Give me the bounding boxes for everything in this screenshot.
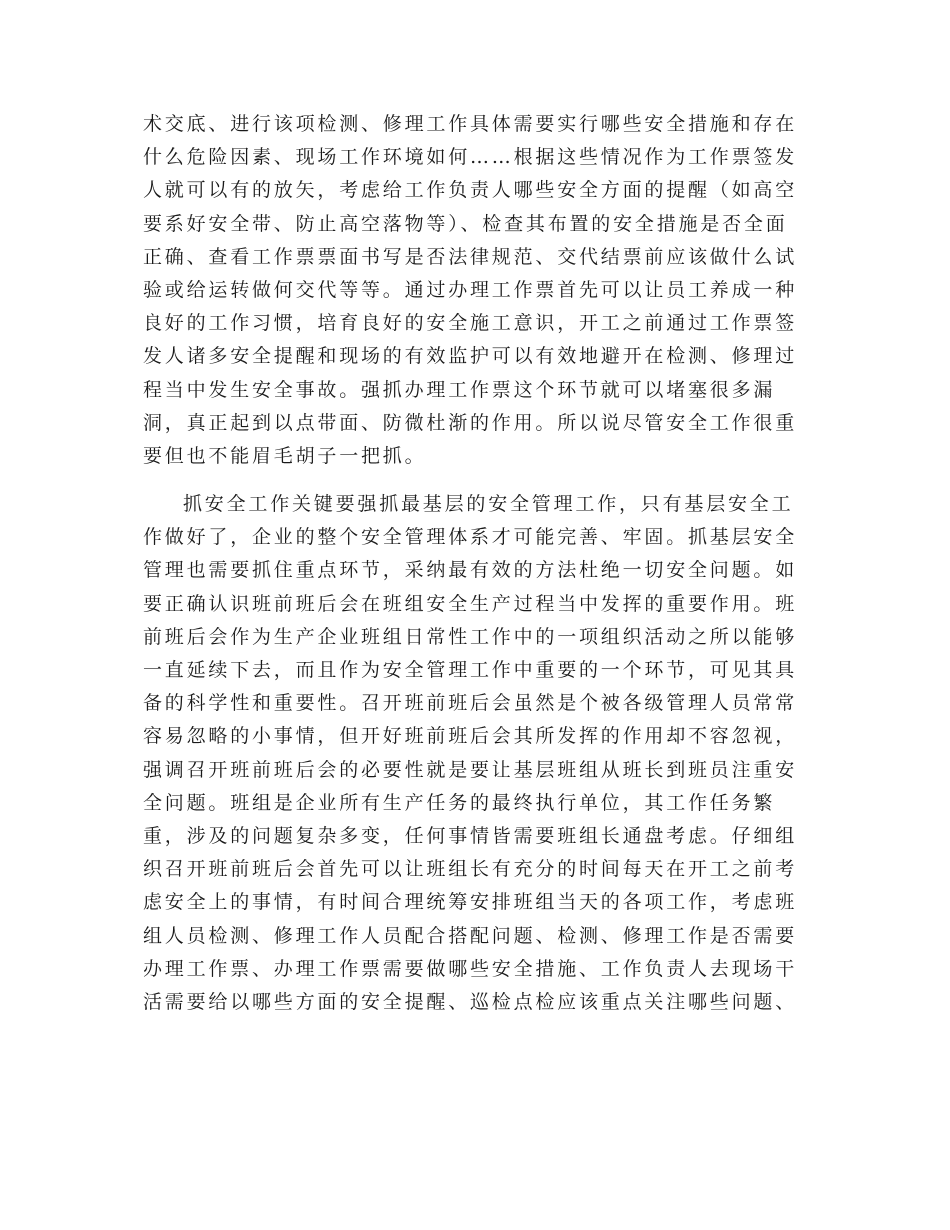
text-line: 验或给运转做何交代等等。通过办理工作票首先可以让员工养成一种	[143, 278, 798, 301]
text-line: 要但也不能眉毛胡子一把抓。	[143, 444, 427, 467]
text-line: 组人员检测、修理工作人员配合搭配问题、检测、修理工作是否需要	[143, 924, 798, 947]
text-line: 容易忽略的小事情，但开好班前班后会其所发挥的作用却不容忽视，	[143, 725, 798, 748]
text-line: 织召开班前班后会首先可以让班组长有充分的时间每天在开工之前考	[143, 858, 798, 881]
text-line: 发人诸多安全提醒和现场的有效监护可以有效地避开在检测、修理过	[143, 345, 798, 368]
paragraph-2	[143, 488, 803, 1019]
text-line: 一直延续下去，而且作为安全管理工作中重要的一个环节，可见其具	[143, 659, 798, 681]
text-line: 作做好了，企业的整个安全管理体系才可能完善、牢固。抓基层安全	[143, 526, 798, 549]
text-line: 要系好安全带、防止高空落物等）、检查其布置的安全措施是否全面	[143, 212, 788, 235]
text-line: 洞，真正起到以点带面、防微杜渐的作用。所以说尽管安全工作很重	[143, 411, 798, 434]
text-line: 程当中发生安全事故。强抓办理工作票这个环节就可以堵塞很多漏	[143, 378, 776, 401]
paragraph-1	[143, 108, 803, 473]
text-line: 良好的工作习惯，培育良好的安全施工意识，开工之前通过工作票签	[143, 312, 798, 335]
text-line: 什么危险因素、现场工作环境如何……根据这些情况作为工作票签发	[143, 146, 798, 169]
text-line: 办理工作票、办理工作票需要做哪些安全措施、工作负责人去现场干	[143, 957, 798, 980]
text-line: 重，涉及的问题复杂多变，任何事情皆需要班组长通盘考虑。仔细组	[143, 824, 798, 847]
text-line: 术交底、进行该项检测、修理工作具体需要实行哪些安全措施和存在	[143, 113, 798, 135]
text-line: 要正确认识班前班后会在班组安全生产过程当中发挥的重要作用。班	[143, 592, 798, 615]
text-line: 前班后会作为生产企业班组日常性工作中的一项组织活动之所以能够	[143, 625, 798, 648]
text-line: 全问题。班组是企业所有生产任务的最终执行单位，其工作任务繁	[143, 791, 776, 814]
text-line: 虑安全上的事情，有时间合理统筹安排班组当天的各项工作，考虑班	[143, 891, 798, 914]
document-body	[143, 108, 803, 1019]
text-line: 活需要给以哪些方面的安全提醒、巡检点检应该重点关注哪些问题、	[143, 990, 798, 1013]
text-line: 人就可以有的放矢，考虑给工作负责人哪些安全方面的提醒（如高空	[143, 179, 798, 202]
paragraph-gap	[143, 473, 803, 488]
text-line: 抓安全工作关键要强抓最基层的安全管理工作，只有基层安全工	[183, 493, 794, 516]
text-line: 正确、查看工作票票面书写是否法律规范、交代结票前应该做什么试	[143, 245, 798, 268]
text-line: 备的科学性和重要性。召开班前班后会虽然是个被各级管理人员常常	[143, 692, 798, 715]
text-line: 管理也需要抓住重点环节，采纳最有效的方法杜绝一切安全问题。如	[143, 559, 798, 582]
text-line: 强调召开班前班后会的必要性就是要让基层班组从班长到班员注重安	[143, 758, 798, 781]
